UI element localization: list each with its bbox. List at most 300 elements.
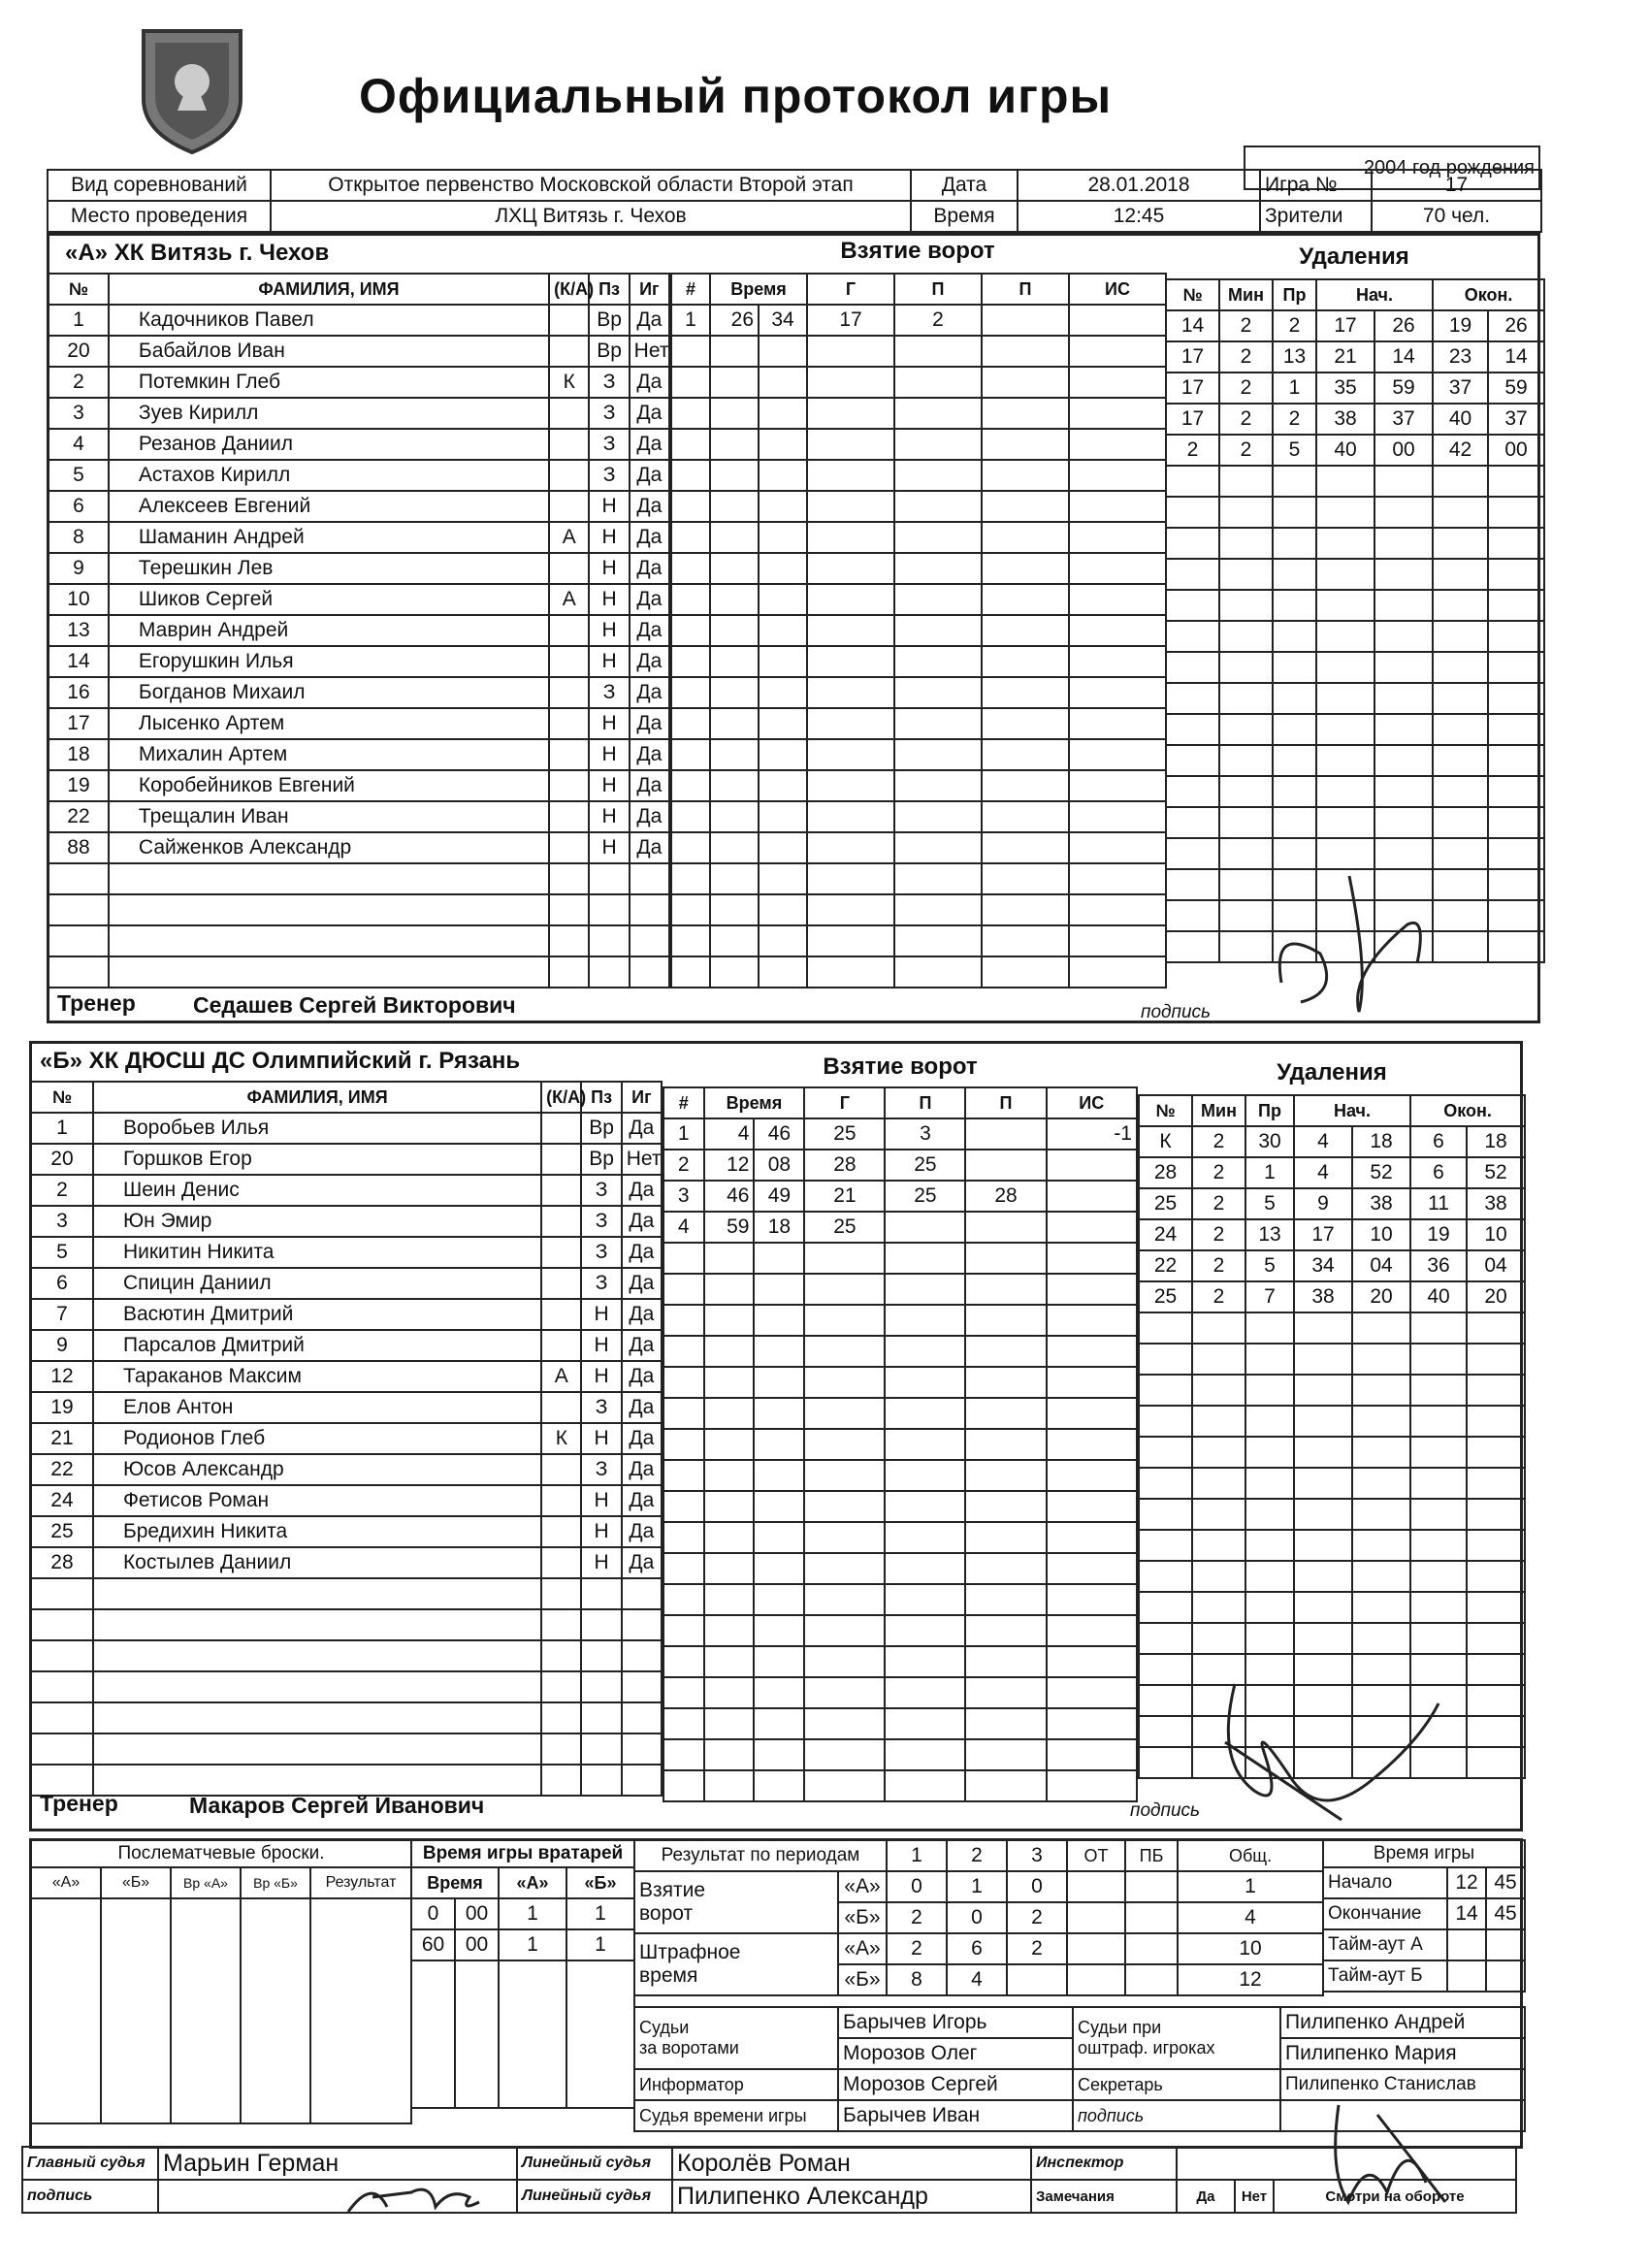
goal-row bbox=[671, 553, 1166, 584]
goal-number bbox=[671, 832, 710, 863]
col-pen-start: Нач. bbox=[1294, 1095, 1410, 1126]
penalty-player: 2 bbox=[1166, 435, 1219, 466]
goal-assist-2 bbox=[965, 1336, 1046, 1367]
goal-judge-2: Морозов Олег bbox=[838, 2038, 1073, 2069]
remarks-yes[interactable]: Да bbox=[1177, 2180, 1235, 2213]
goal-assist-1 bbox=[885, 1646, 965, 1677]
player-captain-mark bbox=[541, 1113, 581, 1144]
penalty-start-sec bbox=[1374, 466, 1433, 497]
penalty-end-sec bbox=[1488, 807, 1544, 838]
penalty-minutes bbox=[1192, 1344, 1245, 1375]
penalty-start-min bbox=[1294, 1344, 1352, 1375]
player-captain-mark bbox=[541, 1702, 581, 1733]
competition-label: Вид соревнований bbox=[48, 170, 271, 201]
penalty-minutes bbox=[1219, 807, 1273, 838]
goal-row bbox=[663, 1398, 1137, 1429]
goal-scorer bbox=[804, 1553, 885, 1584]
goalie-time-col-b: «Б» bbox=[566, 1867, 634, 1898]
penalty-start-min bbox=[1316, 745, 1374, 776]
player-number: 1 bbox=[31, 1113, 93, 1144]
player-position: З bbox=[589, 367, 629, 398]
penalty-start-sec bbox=[1352, 1406, 1410, 1437]
shootout-title: Послематчевые броски. bbox=[31, 1840, 411, 1867]
goal-second bbox=[754, 1739, 804, 1770]
goal-assist-2 bbox=[965, 1212, 1046, 1243]
goal-assist-2 bbox=[982, 832, 1069, 863]
player-number: 22 bbox=[48, 801, 109, 832]
penalty-player: 17 bbox=[1166, 404, 1219, 435]
goal-assist-2 bbox=[965, 1739, 1046, 1770]
col-goal-assist1: П bbox=[894, 274, 982, 305]
player-played: Да bbox=[622, 1454, 662, 1485]
goal-scorer bbox=[807, 739, 894, 770]
player-position: Н bbox=[581, 1299, 621, 1330]
goal-number: 1 bbox=[663, 1118, 704, 1150]
player-name: Спицин Даниил bbox=[93, 1268, 541, 1299]
goal-scorer bbox=[807, 553, 894, 584]
goal-situation bbox=[1047, 1367, 1137, 1398]
player-position: Н bbox=[589, 491, 629, 522]
penalty-minutes bbox=[1192, 1468, 1245, 1499]
goal-assist-1 bbox=[885, 1770, 965, 1801]
goal-situation bbox=[1069, 460, 1166, 491]
player-number: 5 bbox=[31, 1237, 93, 1268]
penalty-player bbox=[1166, 931, 1219, 962]
linesman-1: Королёв Роман bbox=[672, 2147, 1031, 2180]
goal-second bbox=[759, 367, 807, 398]
penalty-player bbox=[1139, 1716, 1192, 1747]
goal-assist-2 bbox=[982, 956, 1069, 988]
penalty-end-sec: 00 bbox=[1488, 435, 1544, 466]
player-captain-mark bbox=[541, 1640, 581, 1671]
secretary: Пилипенко Станислав bbox=[1280, 2069, 1525, 2100]
penalty-end-min bbox=[1433, 590, 1488, 621]
penalty-row bbox=[1166, 404, 1544, 435]
penalty-start-min: 4 bbox=[1294, 1126, 1352, 1157]
goal-situation bbox=[1047, 1553, 1137, 1584]
player-number bbox=[48, 925, 109, 956]
player-position: З bbox=[581, 1206, 621, 1237]
goal-row bbox=[671, 460, 1166, 491]
penalty-row bbox=[1139, 1344, 1525, 1375]
penalty-reason bbox=[1273, 807, 1316, 838]
gk-row-b: 1 bbox=[566, 1898, 634, 1929]
penalty-end-sec bbox=[1488, 497, 1544, 528]
player-name: Резанов Даниил bbox=[109, 429, 549, 460]
goal-number bbox=[663, 1584, 704, 1615]
penalty-reason: 7 bbox=[1245, 1281, 1294, 1312]
col-name: ФАМИЛИЯ, ИМЯ bbox=[109, 274, 549, 305]
penalty-minutes: 2 bbox=[1192, 1281, 1245, 1312]
penalty-player bbox=[1166, 528, 1219, 559]
goal-second: 18 bbox=[754, 1212, 804, 1243]
goal-assist-2: 28 bbox=[965, 1181, 1046, 1212]
col-period-2: 2 bbox=[947, 1840, 1007, 1871]
penalty-start-sec: 59 bbox=[1374, 373, 1433, 404]
penalty-end-sec bbox=[1467, 1468, 1525, 1499]
penalty-start-min bbox=[1294, 1561, 1352, 1592]
goal-assist-2 bbox=[965, 1677, 1046, 1708]
player-number: 3 bbox=[48, 398, 109, 429]
penalty-reason bbox=[1273, 528, 1316, 559]
gk-row-b: 1 bbox=[566, 1929, 634, 1960]
player-name: Алексеев Евгений bbox=[109, 491, 549, 522]
player-name bbox=[109, 925, 549, 956]
col-pos: Пз bbox=[581, 1082, 621, 1113]
player-captain-mark bbox=[541, 1609, 581, 1640]
penalty-row bbox=[1166, 807, 1544, 838]
goal-situation bbox=[1047, 1243, 1137, 1274]
player-played bbox=[622, 1733, 662, 1765]
goal-assist-1 bbox=[894, 553, 982, 584]
goalie-time-col-time: Время bbox=[411, 1867, 499, 1898]
penalty-player bbox=[1139, 1747, 1192, 1778]
player-row bbox=[31, 1733, 662, 1765]
goal-assist-2 bbox=[982, 553, 1069, 584]
player-row bbox=[48, 832, 669, 863]
penalty-end-min: 40 bbox=[1410, 1281, 1467, 1312]
penalty-player bbox=[1139, 1468, 1192, 1499]
goal-minute bbox=[704, 1491, 755, 1522]
goal-minute bbox=[710, 553, 759, 584]
goal-number bbox=[671, 367, 710, 398]
goal-minute bbox=[710, 584, 759, 615]
penalty-player bbox=[1139, 1654, 1192, 1685]
goal-minute bbox=[710, 925, 759, 956]
penalty-end-sec bbox=[1467, 1716, 1525, 1747]
penalty-end-min: 19 bbox=[1433, 310, 1488, 341]
col-played: Иг bbox=[622, 1082, 662, 1113]
goal-assist-2 bbox=[965, 1398, 1046, 1429]
goal-scorer bbox=[807, 336, 894, 367]
goals-a-p2: 1 bbox=[947, 1871, 1007, 1902]
goal-assist-1 bbox=[894, 491, 982, 522]
penalty-minutes bbox=[1192, 1375, 1245, 1406]
pim-a-pb bbox=[1125, 1933, 1178, 1964]
goal-scorer bbox=[807, 801, 894, 832]
player-played: Да bbox=[622, 1547, 662, 1578]
goal-second bbox=[759, 739, 807, 770]
penalty-start-min: 38 bbox=[1316, 404, 1374, 435]
goal-assist-1 bbox=[885, 1491, 965, 1522]
penalty-start-min bbox=[1316, 559, 1374, 590]
penalty-judges-label-2: оштраф. игроках bbox=[1078, 2038, 1215, 2057]
goal-assist-1 bbox=[894, 367, 982, 398]
goal-assist-2 bbox=[965, 1274, 1046, 1305]
player-played: Да bbox=[630, 429, 669, 460]
timekeeper: Барычев Иван bbox=[838, 2100, 1073, 2131]
goal-situation bbox=[1047, 1615, 1137, 1646]
penalty-end-min bbox=[1410, 1499, 1467, 1530]
player-position bbox=[581, 1640, 621, 1671]
goal-assist-2 bbox=[965, 1522, 1046, 1553]
goal-situation bbox=[1047, 1708, 1137, 1739]
player-number: 25 bbox=[31, 1516, 93, 1547]
player-captain-mark bbox=[541, 1485, 581, 1516]
goal-scorer bbox=[807, 925, 894, 956]
penalty-reason bbox=[1273, 714, 1316, 745]
remarks-no[interactable]: Нет bbox=[1235, 2180, 1274, 2213]
goal-scorer: 21 bbox=[804, 1181, 885, 1212]
player-number bbox=[48, 863, 109, 894]
player-position: Н bbox=[589, 832, 629, 863]
penalty-end-min: 40 bbox=[1433, 404, 1488, 435]
penalty-end-sec bbox=[1488, 466, 1544, 497]
penalty-minutes: 2 bbox=[1192, 1188, 1245, 1219]
player-number bbox=[31, 1733, 93, 1765]
goal-row bbox=[671, 305, 1166, 336]
goals-b-pb bbox=[1125, 1902, 1178, 1933]
player-row bbox=[31, 1113, 662, 1144]
goal-row bbox=[663, 1367, 1137, 1398]
goal-assist-2 bbox=[982, 708, 1069, 739]
player-row bbox=[31, 1640, 662, 1671]
player-played bbox=[622, 1702, 662, 1733]
goal-assist-1 bbox=[885, 1398, 965, 1429]
team-b-name: «Б» ХК ДЮСШ ДС Олимпийский г. Рязань bbox=[40, 1048, 521, 1074]
player-captain-mark bbox=[541, 1765, 581, 1796]
player-position: Н bbox=[581, 1516, 621, 1547]
goal-assist-2 bbox=[965, 1708, 1046, 1739]
goal-number bbox=[671, 677, 710, 708]
player-row bbox=[31, 1485, 662, 1516]
penalty-minutes bbox=[1192, 1530, 1245, 1561]
player-row bbox=[31, 1702, 662, 1733]
penalty-judge-2: Пилипенко Мария bbox=[1280, 2038, 1525, 2069]
penalty-start-min bbox=[1294, 1468, 1352, 1499]
goal-scorer bbox=[807, 398, 894, 429]
goal-situation bbox=[1047, 1212, 1137, 1243]
player-number: 1 bbox=[48, 305, 109, 336]
player-position: З bbox=[589, 460, 629, 491]
goal-scorer bbox=[807, 584, 894, 615]
player-name bbox=[93, 1702, 541, 1733]
player-name: Сайженков Александр bbox=[109, 832, 549, 863]
goal-minute bbox=[710, 398, 759, 429]
goal-second bbox=[759, 522, 807, 553]
penalty-start-min: 4 bbox=[1294, 1157, 1352, 1188]
penalty-start-sec bbox=[1374, 683, 1433, 714]
goals-b-p1: 2 bbox=[887, 1902, 947, 1933]
goal-number bbox=[671, 863, 710, 894]
penalty-start-sec bbox=[1374, 807, 1433, 838]
player-name: Богданов Михаил bbox=[109, 677, 549, 708]
penalty-player bbox=[1166, 869, 1219, 900]
penalty-row bbox=[1139, 1312, 1525, 1344]
penalty-reason bbox=[1245, 1561, 1294, 1592]
player-row bbox=[31, 1299, 662, 1330]
team-a-coach: Седашев Сергей Викторович bbox=[193, 992, 516, 1018]
player-played bbox=[622, 1640, 662, 1671]
goal-scorer bbox=[807, 460, 894, 491]
player-row bbox=[48, 677, 669, 708]
goal-situation bbox=[1069, 305, 1166, 336]
pim-a-p3: 2 bbox=[1007, 1933, 1067, 1964]
goalie-time-col-a: «А» bbox=[499, 1867, 566, 1898]
penalty-end-min: 42 bbox=[1433, 435, 1488, 466]
goal-scorer bbox=[804, 1243, 885, 1274]
team-a-signature bbox=[1262, 857, 1485, 1021]
player-name: Горшков Егор bbox=[93, 1144, 541, 1175]
goal-row bbox=[663, 1522, 1137, 1553]
penalty-minutes bbox=[1219, 776, 1273, 807]
penalty-minutes bbox=[1219, 683, 1273, 714]
penalty-player: 17 bbox=[1166, 373, 1219, 404]
player-position bbox=[589, 894, 629, 925]
goal-assist-1 bbox=[885, 1243, 965, 1274]
start-minute: 45 bbox=[1486, 1867, 1525, 1898]
player-row bbox=[31, 1361, 662, 1392]
penalty-player: 24 bbox=[1139, 1219, 1192, 1250]
player-captain-mark: А bbox=[549, 522, 589, 553]
goal-row bbox=[671, 894, 1166, 925]
player-captain-mark bbox=[549, 863, 589, 894]
goal-second: 46 bbox=[754, 1118, 804, 1150]
penalty-minutes: 2 bbox=[1219, 404, 1273, 435]
penalty-player bbox=[1139, 1623, 1192, 1654]
penalty-end-min bbox=[1433, 528, 1488, 559]
goal-row bbox=[671, 708, 1166, 739]
penalty-row bbox=[1139, 1561, 1525, 1592]
penalty-reason bbox=[1245, 1592, 1294, 1623]
goal-assist-1 bbox=[885, 1274, 965, 1305]
venue-label: Место проведения bbox=[48, 201, 271, 232]
player-position bbox=[589, 956, 629, 988]
goal-scorer bbox=[804, 1646, 885, 1677]
col-ka: (К/А) bbox=[549, 274, 589, 305]
goal-row bbox=[671, 398, 1166, 429]
player-position bbox=[589, 925, 629, 956]
period-results-table bbox=[633, 1839, 1324, 1996]
linesman-2-label: Линейный судья bbox=[517, 2180, 672, 2213]
penalty-minutes: 2 bbox=[1219, 373, 1273, 404]
penalty-minutes: 2 bbox=[1192, 1219, 1245, 1250]
header-table bbox=[47, 169, 1542, 233]
penalty-row bbox=[1139, 1188, 1525, 1219]
player-name: Астахов Кирилл bbox=[109, 460, 549, 491]
goal-assist-2 bbox=[982, 398, 1069, 429]
goal-assist-1 bbox=[894, 429, 982, 460]
penalty-start-sec bbox=[1352, 1437, 1410, 1468]
goal-situation bbox=[1069, 398, 1166, 429]
penalty-end-min: 37 bbox=[1433, 373, 1488, 404]
player-number: 16 bbox=[48, 677, 109, 708]
team-b-section bbox=[29, 1041, 1523, 1831]
goal-scorer bbox=[807, 956, 894, 988]
penalty-end-sec: 18 bbox=[1467, 1126, 1525, 1157]
goal-assist-2 bbox=[965, 1460, 1046, 1491]
goal-second bbox=[759, 336, 807, 367]
penalty-row bbox=[1166, 435, 1544, 466]
goal-assist-1: 2 bbox=[894, 305, 982, 336]
col-period-3: 3 bbox=[1007, 1840, 1067, 1871]
penalty-reason bbox=[1245, 1499, 1294, 1530]
player-number bbox=[31, 1578, 93, 1609]
player-row bbox=[31, 1516, 662, 1547]
penalty-player bbox=[1166, 745, 1219, 776]
penalty-reason: 2 bbox=[1273, 404, 1316, 435]
goal-number bbox=[663, 1770, 704, 1801]
penalty-end-min bbox=[1410, 1437, 1467, 1468]
pim-a-p2: 6 bbox=[947, 1933, 1007, 1964]
main-referee: Марьин Герман bbox=[158, 2147, 517, 2180]
penalty-player bbox=[1139, 1592, 1192, 1623]
player-played: Да bbox=[622, 1299, 662, 1330]
gk-row-ss: 00 bbox=[455, 1929, 499, 1960]
player-position: Н bbox=[589, 770, 629, 801]
penalty-player bbox=[1166, 559, 1219, 590]
player-name bbox=[109, 956, 549, 988]
penalty-player bbox=[1139, 1344, 1192, 1375]
player-row bbox=[31, 1144, 662, 1175]
col-name: ФАМИЛИЯ, ИМЯ bbox=[93, 1082, 541, 1113]
goal-assist-1 bbox=[885, 1615, 965, 1646]
goal-scorer bbox=[804, 1398, 885, 1429]
penalty-end-sec bbox=[1488, 590, 1544, 621]
col-pen-min: Мин bbox=[1192, 1095, 1245, 1126]
penalty-end-sec bbox=[1467, 1747, 1525, 1778]
goal-situation bbox=[1047, 1739, 1137, 1770]
goal-minute bbox=[704, 1584, 755, 1615]
player-position: З bbox=[581, 1268, 621, 1299]
goal-second bbox=[759, 863, 807, 894]
gk-row-a: 1 bbox=[499, 1929, 566, 1960]
penalty-minutes bbox=[1219, 621, 1273, 652]
col-goal-scorer: Г bbox=[807, 274, 894, 305]
goal-scorer: 25 bbox=[804, 1212, 885, 1243]
goal-row bbox=[671, 646, 1166, 677]
goal-assist-2 bbox=[965, 1150, 1046, 1181]
goal-second bbox=[759, 646, 807, 677]
player-name bbox=[93, 1765, 541, 1796]
goal-minute bbox=[710, 863, 759, 894]
penalty-minutes: 2 bbox=[1192, 1250, 1245, 1281]
player-captain-mark bbox=[549, 739, 589, 770]
goal-assist-2 bbox=[965, 1243, 1046, 1274]
start-label: Начало bbox=[1323, 1867, 1447, 1898]
penalty-minutes bbox=[1192, 1312, 1245, 1344]
goal-row bbox=[663, 1181, 1137, 1212]
player-played: Да bbox=[630, 491, 669, 522]
pim-label-1: Штрафное bbox=[639, 1941, 741, 1963]
player-played: Да bbox=[622, 1113, 662, 1144]
player-number: 13 bbox=[48, 615, 109, 646]
penalty-minutes bbox=[1219, 714, 1273, 745]
goal-minute bbox=[710, 491, 759, 522]
goal-row bbox=[663, 1739, 1137, 1770]
player-played bbox=[630, 863, 669, 894]
goal-scorer bbox=[804, 1491, 885, 1522]
penalty-end-min bbox=[1410, 1468, 1467, 1499]
team-a-penalties-title: Удаления bbox=[1299, 243, 1409, 270]
penalty-end-sec: 38 bbox=[1467, 1188, 1525, 1219]
col-goal-assist2: П bbox=[965, 1087, 1046, 1118]
penalty-end-sec bbox=[1488, 745, 1544, 776]
player-position: Н bbox=[589, 553, 629, 584]
goal-second bbox=[759, 398, 807, 429]
penalty-player bbox=[1166, 497, 1219, 528]
goal-assist-2 bbox=[965, 1770, 1046, 1801]
goal-scorer bbox=[807, 894, 894, 925]
team-b-goals bbox=[663, 1086, 1138, 1802]
goal-minute bbox=[704, 1615, 755, 1646]
goal-situation bbox=[1069, 615, 1166, 646]
goal-minute bbox=[710, 801, 759, 832]
goals-b-ot bbox=[1067, 1902, 1125, 1933]
goal-assist-2 bbox=[982, 367, 1069, 398]
pim-b-pb bbox=[1125, 1964, 1178, 1995]
player-name: Егорушкин Илья bbox=[109, 646, 549, 677]
